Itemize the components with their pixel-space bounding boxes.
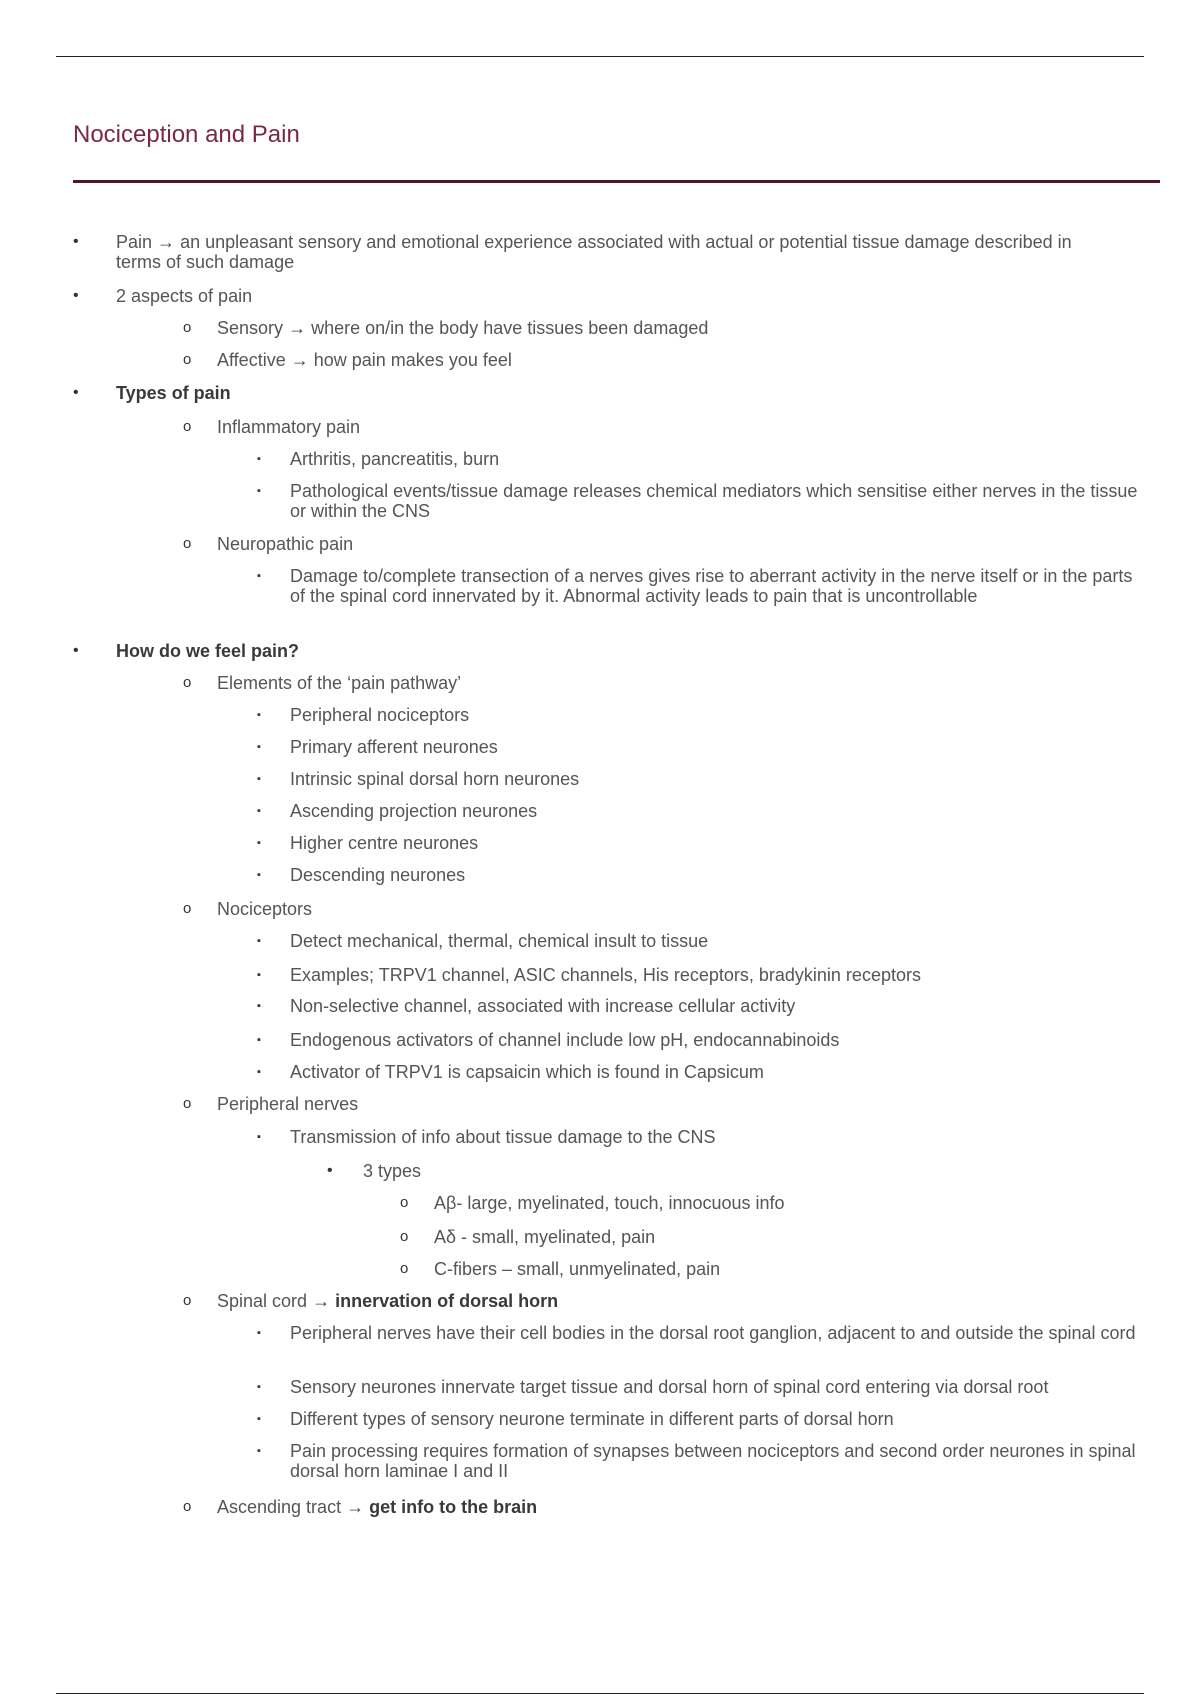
list-text: Peripheral nociceptors <box>290 705 470 725</box>
square-marker: ▪ <box>257 570 261 582</box>
list-text: Intrinsic spinal dorsal horn neurones <box>290 769 580 789</box>
circle-marker: o <box>400 1194 409 1211</box>
list-text: Sensory neurones innervate target tissue and dorsal horn of spinal cord entering via dorsal root <box>290 1377 1049 1397</box>
square-marker: ▪ <box>257 741 261 753</box>
list-text: C-fibers – small, unmyelinated, pain <box>434 1259 721 1279</box>
square-marker: ▪ <box>257 869 261 881</box>
list-text: 2 aspects of pain <box>116 286 253 306</box>
list-text: Ascending projection neurones <box>290 801 538 821</box>
square-marker: ▪ <box>257 1000 261 1012</box>
square-marker: ▪ <box>257 837 261 849</box>
list-text: Elements of the ‘pain pathway’ <box>217 673 462 693</box>
square-marker: ▪ <box>257 1066 261 1078</box>
list-text: Inflammatory pain <box>217 417 361 437</box>
bullet-marker: • <box>327 1162 333 1179</box>
list-text: Neuropathic pain <box>217 534 354 554</box>
circle-marker: o <box>183 418 192 435</box>
arrow-icon: → <box>312 1291 331 1311</box>
list-text: Nociceptors <box>217 899 313 919</box>
arrow-icon: → <box>346 1497 365 1517</box>
list-text: Detect mechanical, thermal, chemical insult to tissue <box>290 931 709 951</box>
arrow-icon: → <box>157 232 176 252</box>
list-text: Peripheral nerves have their cell bodies in the dorsal root ganglion, adjacent to and outside the spinal cord <box>290 1323 1136 1343</box>
arrow-icon: → <box>290 350 309 370</box>
definition: where on/in the body have tissues been damaged <box>311 318 709 338</box>
term: Ascending tract <box>217 1497 342 1517</box>
list-text: Damage to/complete transection of a nerves gives rise to aberrant activity in the nerve itself or in the parts of the spinal cord innervated by it. Abnormal activity leads to pain that is uncontrollable <box>290 566 1133 606</box>
square-marker: ▪ <box>257 1413 261 1425</box>
list-text: Activator of TRPV1 is capsaicin which is found in Capsicum <box>290 1062 764 1082</box>
list-text: Descending neurones <box>290 865 466 885</box>
circle-marker: o <box>183 1292 192 1309</box>
emphasis: innervation of dorsal horn <box>335 1291 559 1311</box>
square-marker: ▪ <box>257 709 261 721</box>
title-underline <box>73 180 1160 183</box>
circle-marker: o <box>183 535 192 552</box>
square-marker: ▪ <box>257 1034 261 1046</box>
square-marker: ▪ <box>257 1131 261 1143</box>
term: Sensory <box>217 318 284 338</box>
square-marker: ▪ <box>257 773 261 785</box>
circle-marker: o <box>183 1095 192 1112</box>
list-text: Examples; TRPV1 channel, ASIC channels, His receptors, bradykinin receptors <box>290 965 921 985</box>
list-text: Transmission of info about tissue damage to the CNS <box>290 1127 716 1147</box>
page-header-rule <box>56 56 1144 57</box>
list-text: Primary afferent neurones <box>290 737 498 757</box>
list-text: Non-selective channel, associated with increase cellular activity <box>290 996 796 1016</box>
list-text: Pain processing requires formation of synapses between nociceptors and second order neurones in spinal dorsal horn laminae I and II <box>290 1441 1136 1481</box>
list-text: Endogenous activators of channel include low pH, endocannabinoids <box>290 1030 840 1050</box>
bullet-marker: • <box>73 384 79 401</box>
square-marker: ▪ <box>257 805 261 817</box>
term: Pain <box>116 232 153 252</box>
term: Affective <box>217 350 286 370</box>
bullet-marker: • <box>73 287 79 304</box>
bullet-marker: • <box>73 642 79 659</box>
list-text: Aδ - small, myelinated, pain <box>434 1227 656 1247</box>
list-text: Peripheral nerves <box>217 1094 359 1114</box>
circle-marker: o <box>183 319 192 336</box>
square-marker: ▪ <box>257 969 261 981</box>
circle-marker: o <box>183 674 192 691</box>
list-text: Higher centre neurones <box>290 833 479 853</box>
circle-marker: o <box>183 351 192 368</box>
section-heading: Types of pain <box>116 383 231 403</box>
square-marker: ▪ <box>257 1445 261 1457</box>
list-text: Different types of sensory neurone terminate in different parts of dorsal horn <box>290 1409 894 1429</box>
circle-marker: o <box>183 900 192 917</box>
page-footer-rule <box>56 1693 1144 1694</box>
square-marker: ▪ <box>257 453 261 465</box>
arrow-icon: → <box>288 318 307 338</box>
term: Spinal cord <box>217 1291 308 1311</box>
section-heading: How do we feel pain? <box>116 641 300 661</box>
list-text: Aβ- large, myelinated, touch, innocuous info <box>434 1193 785 1213</box>
page-title: Nociception and Pain <box>73 121 300 148</box>
circle-marker: o <box>400 1228 409 1245</box>
square-marker: ▪ <box>257 935 261 947</box>
square-marker: ▪ <box>257 1327 261 1339</box>
circle-marker: o <box>183 1498 192 1515</box>
list-text: Arthritis, pancreatitis, burn <box>290 449 500 469</box>
definition: an unpleasant sensory and emotional experience associated with actual or potential tissue damage described in terms of such damage <box>116 232 1072 272</box>
list-text: Pathological events/tissue damage releases chemical mediators which sensitise either nerves in the tissue or within the CNS <box>290 481 1138 521</box>
square-marker: ▪ <box>257 1381 261 1393</box>
emphasis: get info to the brain <box>369 1497 538 1517</box>
square-marker: ▪ <box>257 485 261 497</box>
definition: how pain makes you feel <box>313 350 512 370</box>
list-text: 3 types <box>363 1161 422 1181</box>
circle-marker: o <box>400 1260 409 1277</box>
bullet-marker: • <box>73 233 79 250</box>
